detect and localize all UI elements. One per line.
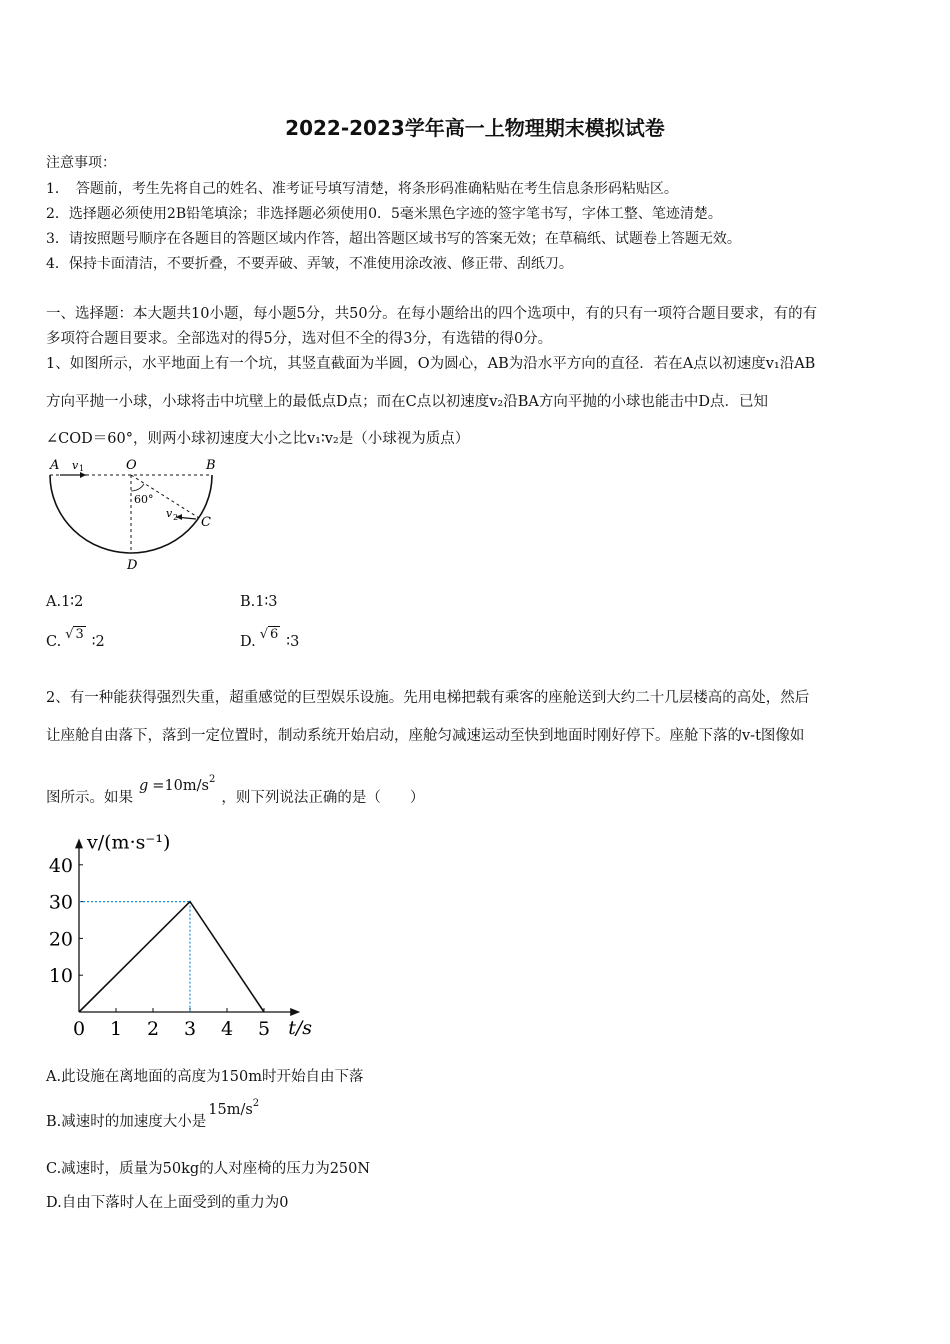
q2-option-b (46, 1098, 260, 1131)
x-tick-label: 2 (146, 1018, 160, 1040)
label-d: D (127, 558, 138, 573)
q2-line3 (46, 774, 425, 807)
q1-option-a: A.1∶2 (46, 594, 84, 610)
x-tick-label: 5 (257, 1018, 271, 1040)
q1-option-d-suffix: ∶3 (286, 634, 300, 650)
q2-line3-pre: 图所示。如果 (46, 790, 133, 806)
q1-option-c (46, 627, 105, 650)
label-v1-sub: 1 (79, 464, 85, 473)
label-v1: v (72, 459, 79, 472)
q2-option-a: A.此设施在离地面的高度为150m时开始自由下落 (46, 1069, 364, 1085)
q1-line3: ∠COD＝60°，则两小球初速度大小之比v₁∶v₂是（小球视为质点） (46, 431, 470, 447)
label-v2: v (166, 507, 173, 520)
q2-line3-post: ，则下列说法正确的是（ ） (221, 790, 425, 806)
q2-g-symbol: g (139, 778, 149, 794)
section1-line1: 一、选择题：本大题共10小题，每小题5分，共50分。在每小题给出的四个选项中，有的只有一项符合题目要求，有的有 (46, 306, 818, 322)
notice-item-4: 4．保持卡面清洁，不要折叠，不要弄破、弄皱，不准使用涂改液、修正带、刮纸刀。 (46, 256, 573, 272)
q2-option-d: D.自由下落时人在上面受到的重力为0 (46, 1195, 289, 1211)
y-tick-label: 40 (48, 854, 73, 877)
q1-option-d (240, 627, 300, 650)
q1-option-c-prefix: C. (46, 634, 62, 650)
q2-line2: 让座舱自由落下，落到一定位置时，制动系统开始启动，座舱匀减速运动至快到地面时刚好停下。座舱下落的v-t图像如 (46, 728, 805, 744)
x-tick-label: 3 (183, 1018, 197, 1040)
notice-item-3: 3．请按照题号顺序在各题目的答题区域内作答，超出答题区域书写的答案无效；在草稿纸、试题卷上答题无效。 (46, 231, 741, 247)
section1-line2: 多项符合题目要求。全部选对的得5分，选对但不全的得3分，有选错的得0分。 (46, 331, 553, 347)
x-axis-label: t/s (288, 1017, 312, 1039)
page-title: 2022-2023学年高一上物理期末模拟试卷 (285, 116, 665, 140)
q1-line1: 1、如图所示，水平地面上有一个坑，其竖直截面为半圆，O为圆心，AB为沿水平方向的直径．若在A点以初速度v₁沿AB (46, 356, 816, 372)
series-line (79, 902, 264, 1012)
q1-option-c-root: 3 (75, 627, 84, 642)
x-axis-arrow-icon (290, 1008, 300, 1016)
sqrt-icon: √ (65, 627, 74, 642)
q1-option-b: B.1∶3 (240, 594, 278, 610)
q1-option-d-prefix: D. (240, 634, 256, 650)
q2-g-value: =10m/s (152, 778, 209, 794)
x-tick-label: 4 (220, 1018, 234, 1040)
x-tick-label: 0 (72, 1018, 86, 1040)
angle-arc (131, 484, 144, 491)
q2-vt-chart (44, 826, 334, 1050)
q1-option-c-suffix: ∶2 (91, 634, 105, 650)
q2-option-b-exponent: 2 (252, 1098, 260, 1110)
q1-line2: 方向平抛一小球，小球将击中坑壁上的最低点D点；而在C点以初速度v₂沿BA方向平抛的小球也能击中D点．已知 (46, 394, 768, 410)
q2-option-c: C.减速时，质量为50kg的人对座椅的压力为250N (46, 1161, 371, 1177)
q2-option-b-pre: B.减速时的加速度大小是 (46, 1114, 207, 1130)
label-v2-sub: 2 (173, 513, 179, 522)
y-axis-arrow-icon (75, 838, 83, 848)
notice-item-1: 1． 答题前，考生先将自己的姓名、准考证号填写清楚，将条形码准确粘贴在考生信息条形码粘贴区。 (46, 181, 678, 197)
sqrt-icon: √ (259, 627, 269, 642)
label-c: C (201, 515, 211, 530)
x-tick-label: 1 (109, 1018, 123, 1040)
y-tick-label: 20 (48, 928, 73, 951)
label-a: A (50, 458, 60, 473)
q2-option-b-value: 15m/s (208, 1102, 253, 1118)
label-o: O (126, 458, 137, 473)
q1-option-d-root: 6 (270, 627, 279, 642)
label-angle: 60° (134, 493, 154, 506)
q2-line1: 2、有一种能获得强烈失重，超重感觉的巨型娱乐设施。先用电梯把载有乘客的座舱送到大约二十几层楼高的高处，然后 (46, 690, 810, 706)
notice-heading: 注意事项： (46, 155, 116, 171)
y-tick-label: 30 (48, 891, 73, 914)
q1-semicircle-figure (44, 455, 234, 575)
notice-item-2: 2．选择题必须使用2B铅笔填涂；非选择题必须使用0．5毫米黑色字迹的签字笔书写，字体工整、笔迹清楚。 (46, 206, 722, 222)
y-axis-label: v/(m·s⁻¹) (87, 831, 171, 854)
y-tick-label: 10 (48, 965, 73, 988)
label-b: B (206, 458, 216, 473)
q2-g-exponent: 2 (208, 774, 216, 786)
